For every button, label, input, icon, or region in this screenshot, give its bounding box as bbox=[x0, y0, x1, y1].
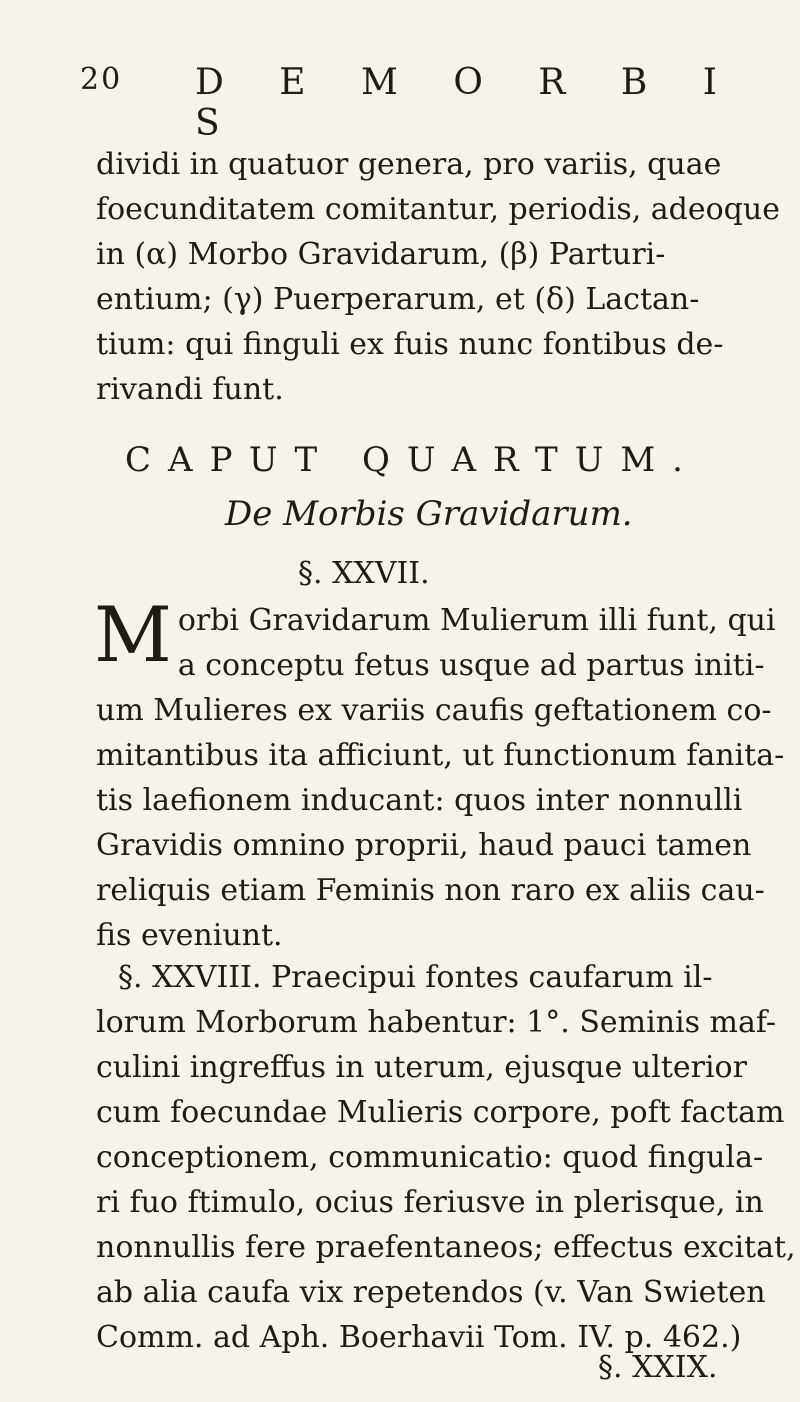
text-line: §. XXVIII. Praecipui fontes caufarum il- bbox=[118, 960, 713, 995]
paragraph-1 bbox=[96, 142, 780, 412]
running-head-title: D E M O R B I S bbox=[195, 62, 739, 144]
text-line: tium: qui finguli ex fuis nunc fontibus de- bbox=[96, 327, 724, 362]
paragraph-2 bbox=[94, 590, 785, 958]
text-line: entium; (γ) Puerperarum, et (δ) Lactan- bbox=[96, 282, 700, 317]
text-line: cum foecundae Mulieris corpore, poft factam bbox=[96, 1095, 785, 1130]
page-number: 20 bbox=[80, 62, 123, 97]
text-line: lorum Morborum habentur: 1°. Seminis maf- bbox=[96, 1005, 777, 1040]
text-line: orbi Gravidarum Mulierum illi funt, qui bbox=[177, 603, 776, 638]
running-head bbox=[80, 62, 740, 144]
chapter-heading: CAPUT QUARTUM. bbox=[125, 440, 700, 480]
paragraph-3 bbox=[96, 955, 796, 1360]
text-line: reliquis etiam Feminis non raro ex aliis cau- bbox=[96, 873, 765, 908]
text-line: dividi in quatuor genera, pro variis, quae bbox=[96, 147, 722, 182]
text-line: nonnullis fere praefentaneos; effectus excitat, bbox=[96, 1230, 796, 1265]
section-number: §. XXVII. bbox=[298, 556, 430, 591]
chapter-subtitle: De Morbis Gravidarum. bbox=[225, 494, 633, 534]
text-line: tis laefionem inducant: quos inter nonnulli bbox=[96, 783, 743, 818]
text-line: rivandi funt. bbox=[96, 372, 284, 407]
text-line: ab alia caufa vix repetendos (v. Van Swieten bbox=[96, 1275, 766, 1310]
text-line: in (α) Morbo Gravidarum, (β) Parturi- bbox=[96, 237, 666, 272]
text-line: fis eveniunt. bbox=[96, 918, 283, 953]
text-line: culini ingreffus in uterum, ejusque ulterior bbox=[96, 1050, 747, 1085]
catchword: §. XXIX. bbox=[598, 1350, 718, 1385]
text-line: Comm. ad Aph. Boerhavii Tom. IV. p. 462.) bbox=[96, 1320, 742, 1355]
text-line: conceptionem, communicatio: quod fingula- bbox=[96, 1140, 764, 1175]
drop-capital: M bbox=[94, 590, 172, 679]
text-line: ri fuo ftimulo, ocius feriusve in plerisque, in bbox=[96, 1185, 764, 1220]
text-line: mitantibus ita afficiunt, ut functionum fanita- bbox=[96, 738, 785, 773]
text-line: foecunditatem comitantur, periodis, adeoque bbox=[96, 192, 780, 227]
text-line: um Mulieres ex variis caufis geftationem co- bbox=[96, 693, 772, 728]
text-line: Gravidis omnino proprii, haud pauci tamen bbox=[96, 828, 752, 863]
text-line: a conceptu fetus usque ad partus initi- bbox=[177, 648, 765, 683]
